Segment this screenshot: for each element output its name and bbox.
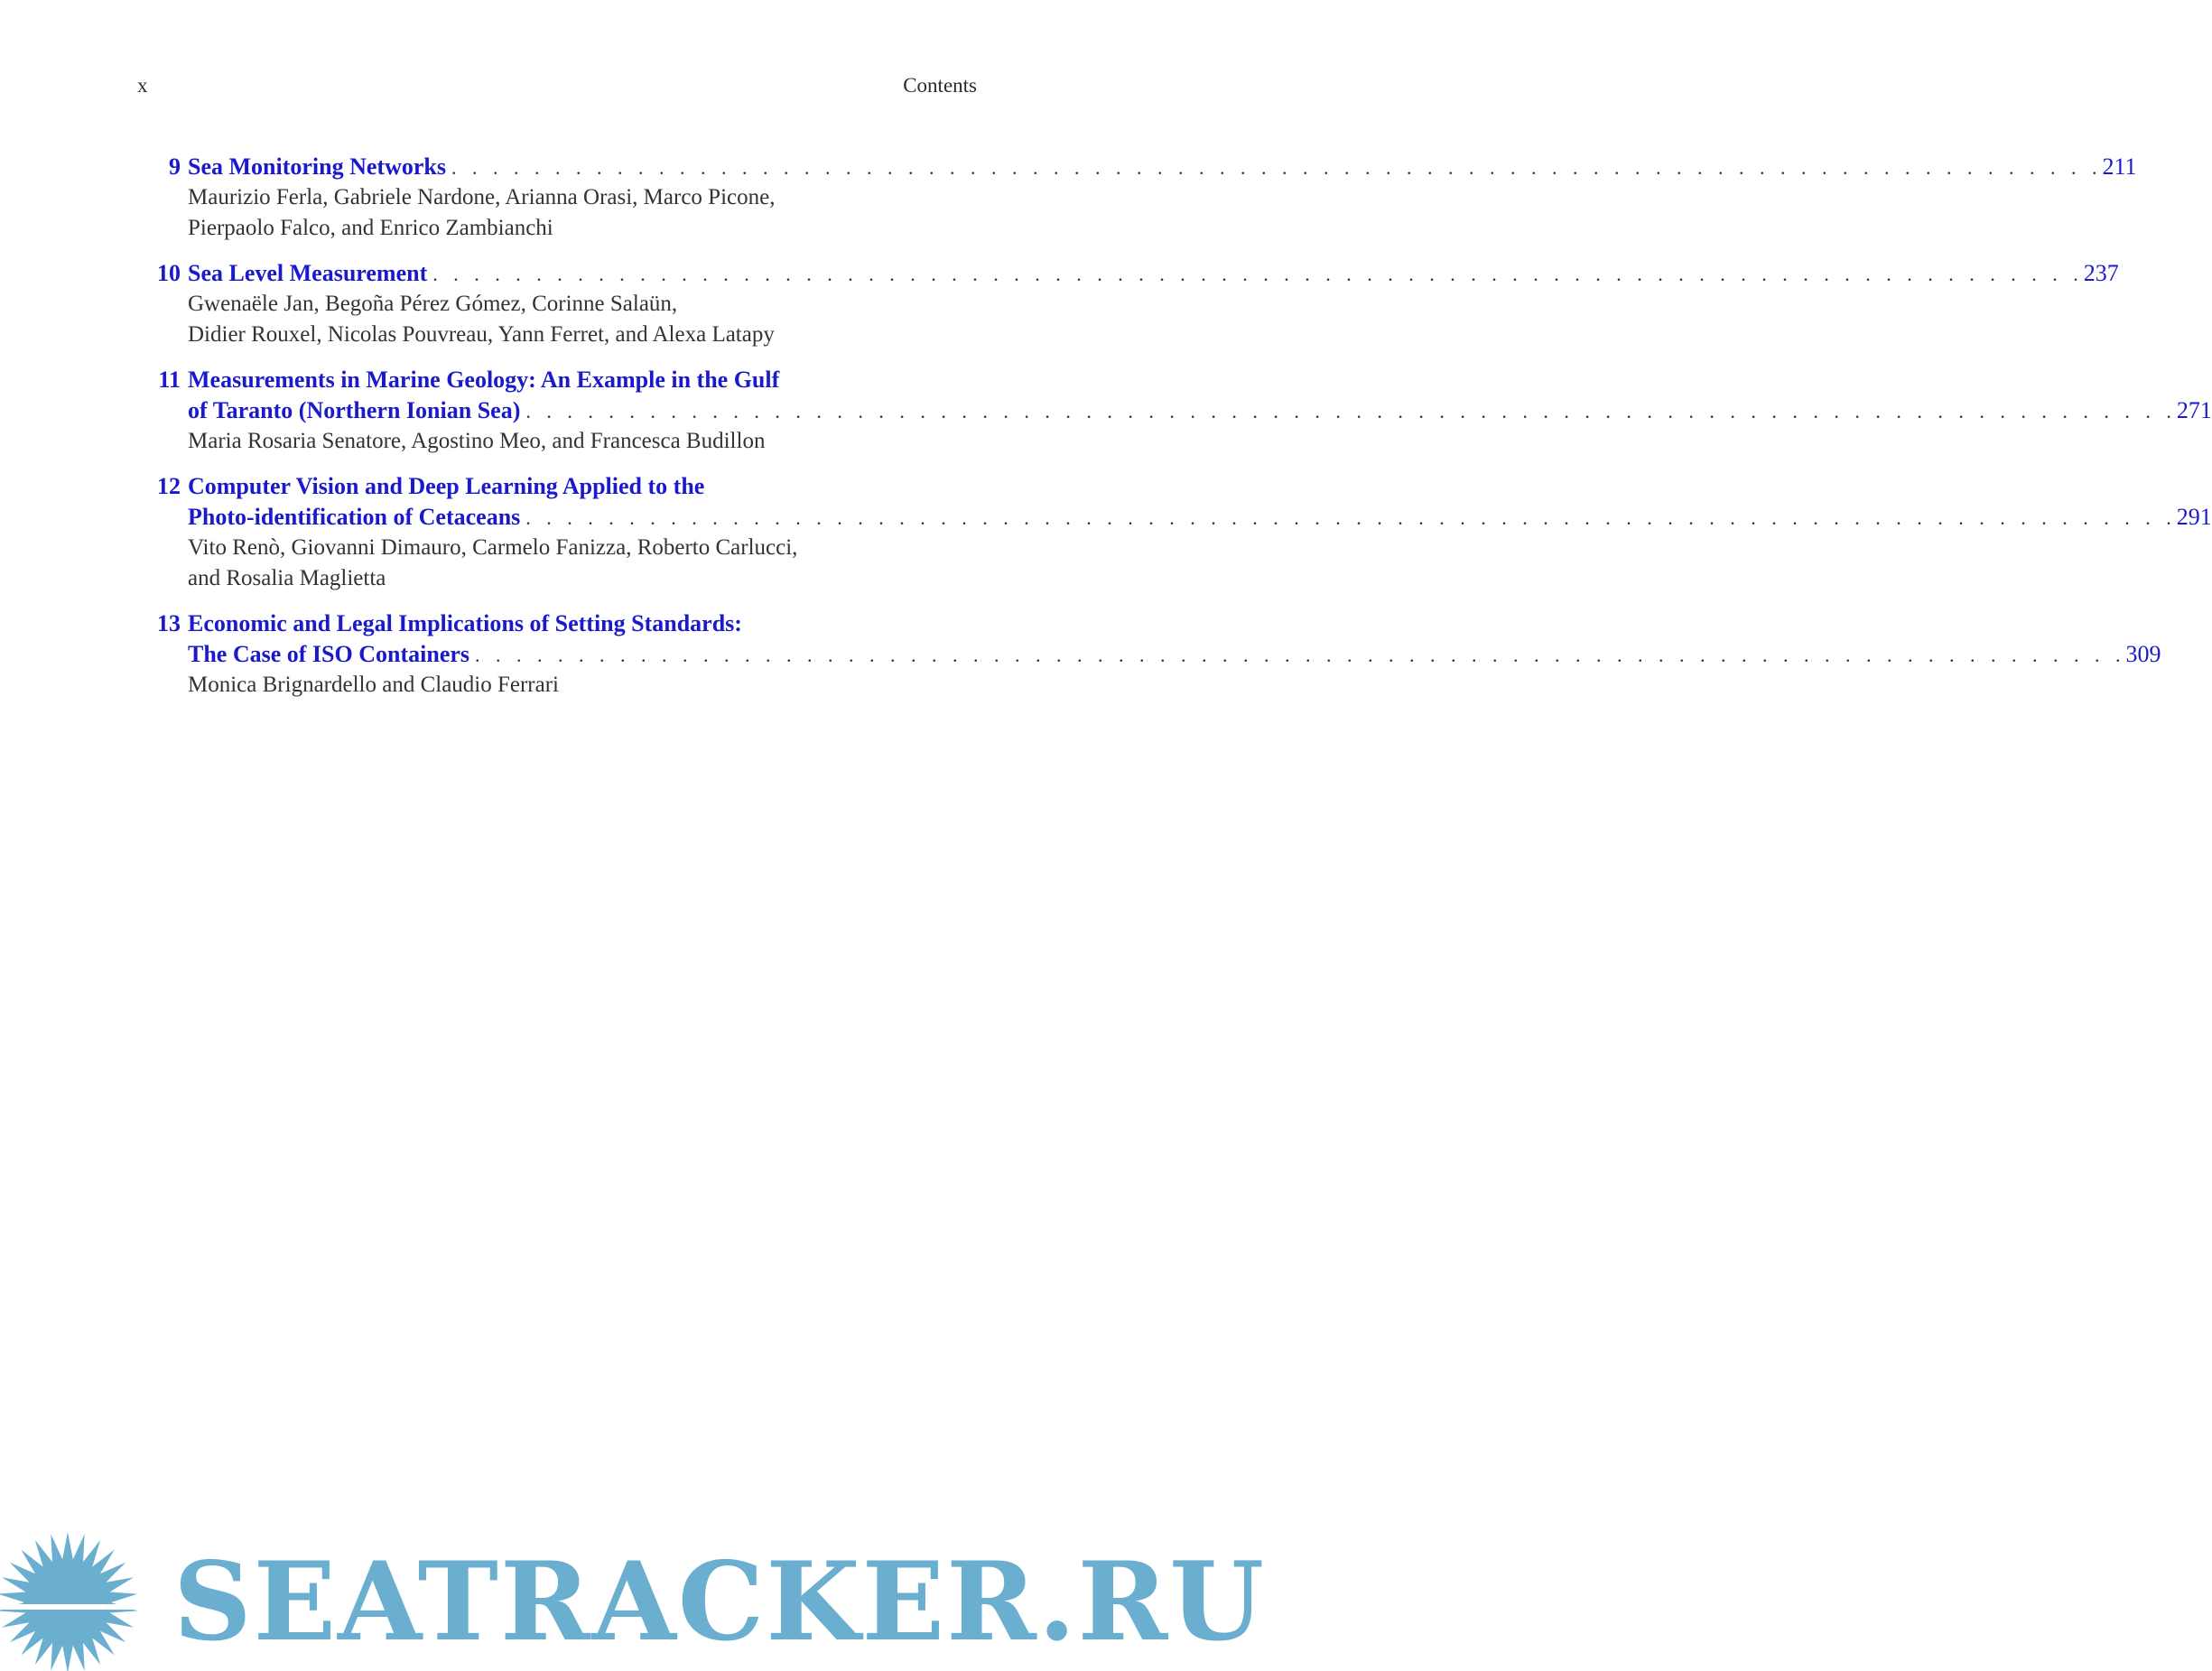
chapter-title-link[interactable]: Measurements in Marine Geology: An Example in the Gulf (188, 367, 780, 393)
chapter-authors: Didier Rouxel, Nicolas Pouvreau, Yann Ferret, and Alexa Latapy (188, 322, 775, 347)
toc-entry[interactable] (137, 152, 2137, 244)
chapter-authors: Vito Renò, Giovanni Dimauro, Carmelo Fanizza, Roberto Carlucci, (188, 535, 798, 560)
page-number-link[interactable]: 309 (2125, 641, 2161, 667)
dot-leader (432, 259, 2084, 290)
chapter-authors: and Rosalia Maglietta (188, 566, 386, 590)
page-number-link[interactable]: 291 (2176, 504, 2212, 530)
chapter-title-link[interactable]: Photo-identification of Cetaceans (188, 504, 521, 530)
chapter-number: 10 (157, 260, 181, 286)
chapter-title-link[interactable]: of Taranto (Northern Ionian Sea) (188, 397, 521, 423)
watermark-text: SEATRACKER.RU (173, 1538, 1266, 1666)
dot-leader (451, 153, 2103, 183)
chapter-title-link[interactable]: Sea Level Measurement (188, 260, 428, 286)
chapter-number: 9 (169, 153, 181, 180)
section-title: Contents (903, 74, 977, 97)
page-number-link[interactable]: 237 (2083, 260, 2119, 286)
chapter-title-link[interactable]: The Case of ISO Containers (188, 641, 470, 667)
toc-entry[interactable] (137, 471, 2212, 594)
running-head (137, 74, 977, 101)
chapter-authors: Maria Rosaria Senatore, Agostino Meo, and Francesca Budillon (188, 429, 766, 453)
chapter-number: 12 (157, 473, 181, 499)
toc-entry[interactable] (137, 365, 2212, 457)
sunburst-icon (0, 1532, 144, 1671)
page-number-link[interactable]: 271 (2176, 397, 2212, 423)
chapter-authors: Maurizio Ferla, Gabriele Nardone, Arianna Orasi, Marco Picone, (188, 185, 776, 209)
toc-entry[interactable] (137, 258, 2119, 350)
sun-disc (28, 1563, 107, 1642)
dot-leader (525, 503, 2177, 534)
chapter-title-link[interactable]: Computer Vision and Deep Learning Applied to the (188, 473, 705, 499)
dot-leader (525, 396, 2177, 427)
chapter-title-link[interactable]: Sea Monitoring Networks (188, 153, 446, 180)
chapter-title-link[interactable]: Economic and Legal Implications of Setting Standards: (188, 610, 742, 636)
chapter-number: 11 (158, 367, 181, 393)
dot-leader (475, 640, 2126, 671)
horizon-line (0, 1604, 144, 1610)
page-number-link[interactable]: 211 (2102, 153, 2137, 180)
chapter-authors: Gwenaële Jan, Begoña Pérez Gómez, Corinne Salaün, (188, 292, 678, 316)
chapter-authors: Monica Brignardello and Claudio Ferrari (188, 673, 559, 697)
chapter-number: 13 (157, 610, 181, 636)
chapter-authors: Pierpaolo Falco, and Enrico Zambianchi (188, 216, 553, 240)
toc-entry[interactable] (137, 608, 2161, 701)
page-folio: x (137, 74, 148, 97)
table-of-contents (137, 152, 2212, 715)
